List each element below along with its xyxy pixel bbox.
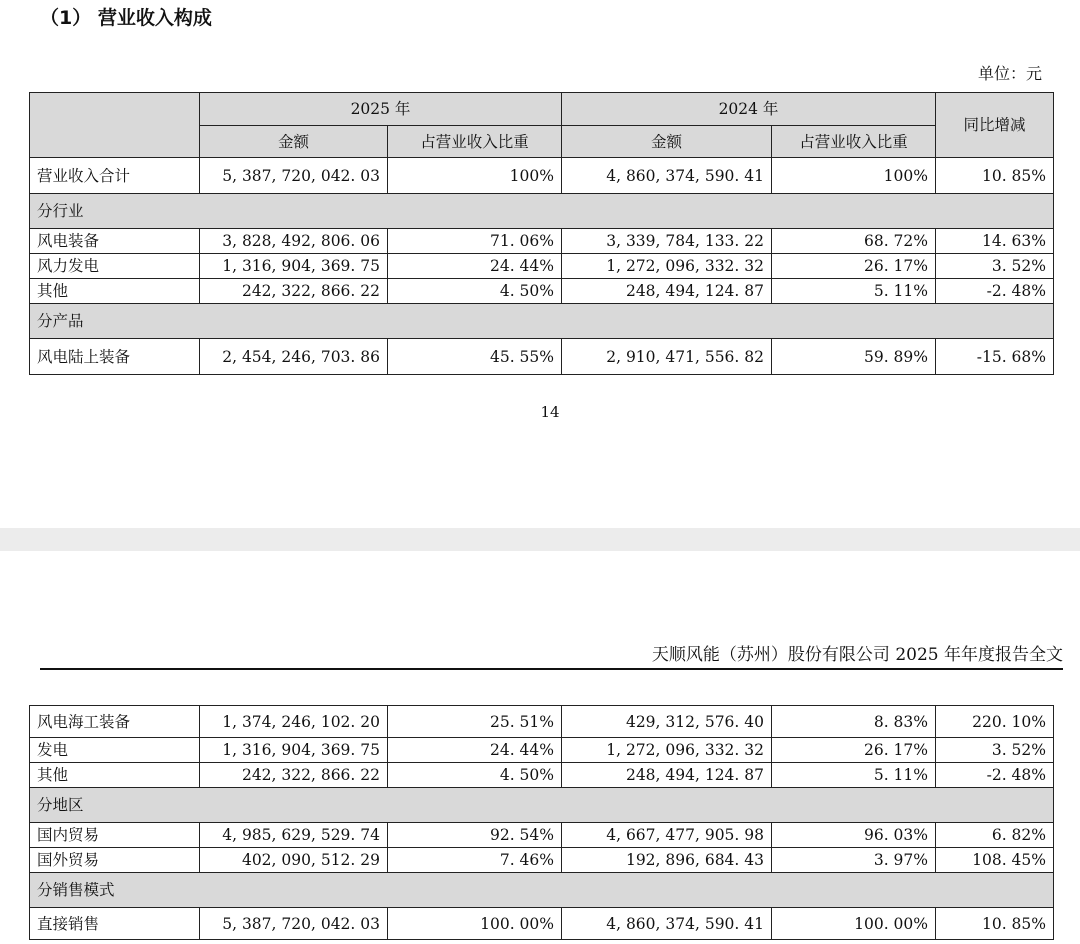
amount-2025-cell: 2, 454, 246, 703. 86 xyxy=(200,339,388,375)
section-label: 分地区 xyxy=(30,788,1054,823)
row-label: 营业收入合计 xyxy=(30,158,200,194)
amount-2024-cell: 248, 494, 124. 87 xyxy=(562,763,772,788)
amount-2024-cell: 3, 339, 784, 133. 22 xyxy=(562,229,772,254)
section-row xyxy=(30,194,1054,229)
yoy-change-cell: 10. 85% xyxy=(936,908,1054,940)
share-2025-header: 占营业收入比重 xyxy=(388,126,562,158)
amount-2025-cell: 3, 828, 492, 806. 06 xyxy=(200,229,388,254)
table-row xyxy=(30,254,1054,279)
section-label: 分产品 xyxy=(30,304,1054,339)
yoy-change-cell: -15. 68% xyxy=(936,339,1054,375)
share-2025-cell: 4. 50% xyxy=(388,763,562,788)
amount-2025-cell: 242, 322, 866. 22 xyxy=(200,763,388,788)
amount-2024-cell: 1, 272, 096, 332. 32 xyxy=(562,738,772,763)
amount-2025-cell: 4, 985, 629, 529. 74 xyxy=(200,823,388,848)
share-2024-cell: 5. 11% xyxy=(772,279,936,304)
report-running-title: 天顺风能（苏州）股份有限公司 2025 年年度报告全文 xyxy=(651,645,1063,665)
section-heading: （1） 营业收入构成 xyxy=(40,7,212,29)
table-body-page-2 xyxy=(30,706,1054,940)
yoy-change-cell: 3. 52% xyxy=(936,254,1054,279)
table-row xyxy=(30,848,1054,873)
table-row xyxy=(30,706,1054,738)
yoy-change-cell: 14. 63% xyxy=(936,229,1054,254)
section-row xyxy=(30,304,1054,339)
amount-2024-cell: 1, 272, 096, 332. 32 xyxy=(562,254,772,279)
section-row xyxy=(30,788,1054,823)
share-2024-cell: 3. 97% xyxy=(772,848,936,873)
share-2025-cell: 24. 44% xyxy=(388,738,562,763)
share-2025-cell: 7. 46% xyxy=(388,848,562,873)
yoy-change-header: 同比增减 xyxy=(936,93,1054,158)
table-row xyxy=(30,908,1054,940)
amount-2025-cell: 242, 322, 866. 22 xyxy=(200,279,388,304)
share-2024-cell: 100% xyxy=(772,158,936,194)
share-2024-cell: 8. 83% xyxy=(772,706,936,738)
table-row xyxy=(30,158,1054,194)
section-label: 分销售模式 xyxy=(30,873,1054,908)
row-label: 风电陆上装备 xyxy=(30,339,200,375)
share-2025-cell: 4. 50% xyxy=(388,279,562,304)
table-row xyxy=(30,339,1054,375)
row-label-header xyxy=(30,93,200,158)
yoy-change-cell: 3. 52% xyxy=(936,738,1054,763)
share-2024-cell: 59. 89% xyxy=(772,339,936,375)
amount-2024-cell: 4, 667, 477, 905. 98 xyxy=(562,823,772,848)
unit-label: 单位：元 xyxy=(977,64,1042,83)
row-label: 直接销售 xyxy=(30,908,200,940)
amount-2024-cell: 4, 860, 374, 590. 41 xyxy=(562,158,772,194)
share-2025-cell: 100. 00% xyxy=(388,908,562,940)
year-2024-header: 2024 年 xyxy=(562,93,936,126)
table-row xyxy=(30,279,1054,304)
amount-2024-cell: 192, 896, 684. 43 xyxy=(562,848,772,873)
yoy-change-cell: 10. 85% xyxy=(936,158,1054,194)
amount-2025-cell: 5, 387, 720, 042. 03 xyxy=(200,908,388,940)
share-2024-cell: 26. 17% xyxy=(772,738,936,763)
share-2025-cell: 92. 54% xyxy=(388,823,562,848)
yoy-change-cell: -2. 48% xyxy=(936,279,1054,304)
page-separator xyxy=(0,528,1080,551)
amount-2024-cell: 4, 860, 374, 590. 41 xyxy=(562,908,772,940)
amount-2025-cell: 1, 316, 904, 369. 75 xyxy=(200,254,388,279)
share-2025-cell: 25. 51% xyxy=(388,706,562,738)
revenue-composition-table xyxy=(29,92,1054,375)
year-2025-header: 2025 年 xyxy=(200,93,562,126)
row-label: 国内贸易 xyxy=(30,823,200,848)
share-2025-cell: 71. 06% xyxy=(388,229,562,254)
row-label: 风力发电 xyxy=(30,254,200,279)
row-label: 其他 xyxy=(30,279,200,304)
row-label: 其他 xyxy=(30,763,200,788)
amount-2024-cell: 2, 910, 471, 556. 82 xyxy=(562,339,772,375)
amount-2025-cell: 402, 090, 512. 29 xyxy=(200,848,388,873)
share-2024-cell: 5. 11% xyxy=(772,763,936,788)
amount-2025-cell: 5, 387, 720, 042. 03 xyxy=(200,158,388,194)
amount-2024-header: 金额 xyxy=(562,126,772,158)
share-2024-header: 占营业收入比重 xyxy=(772,126,936,158)
yoy-change-cell: 220. 10% xyxy=(936,706,1054,738)
share-2024-cell: 96. 03% xyxy=(772,823,936,848)
header-rule xyxy=(40,668,1063,670)
table-row xyxy=(30,763,1054,788)
row-label: 风电装备 xyxy=(30,229,200,254)
yoy-change-cell: 108. 45% xyxy=(936,848,1054,873)
table-row xyxy=(30,738,1054,763)
amount-2024-cell: 429, 312, 576. 40 xyxy=(562,706,772,738)
amount-2025-cell: 1, 316, 904, 369. 75 xyxy=(200,738,388,763)
amount-2025-header: 金额 xyxy=(200,126,388,158)
share-2025-cell: 24. 44% xyxy=(388,254,562,279)
table-row xyxy=(30,823,1054,848)
section-row xyxy=(30,873,1054,908)
row-label: 发电 xyxy=(30,738,200,763)
revenue-composition-table-continued xyxy=(29,705,1054,940)
page-number: 14 xyxy=(540,403,560,421)
row-label: 风电海工装备 xyxy=(30,706,200,738)
row-label: 国外贸易 xyxy=(30,848,200,873)
yoy-change-cell: -2. 48% xyxy=(936,763,1054,788)
table-row xyxy=(30,229,1054,254)
share-2024-cell: 100. 00% xyxy=(772,908,936,940)
yoy-change-cell: 6. 82% xyxy=(936,823,1054,848)
amount-2025-cell: 1, 374, 246, 102. 20 xyxy=(200,706,388,738)
amount-2024-cell: 248, 494, 124. 87 xyxy=(562,279,772,304)
section-label: 分行业 xyxy=(30,194,1054,229)
share-2025-cell: 45. 55% xyxy=(388,339,562,375)
share-2024-cell: 26. 17% xyxy=(772,254,936,279)
share-2025-cell: 100% xyxy=(388,158,562,194)
share-2024-cell: 68. 72% xyxy=(772,229,936,254)
table-body-page-1 xyxy=(30,158,1054,375)
